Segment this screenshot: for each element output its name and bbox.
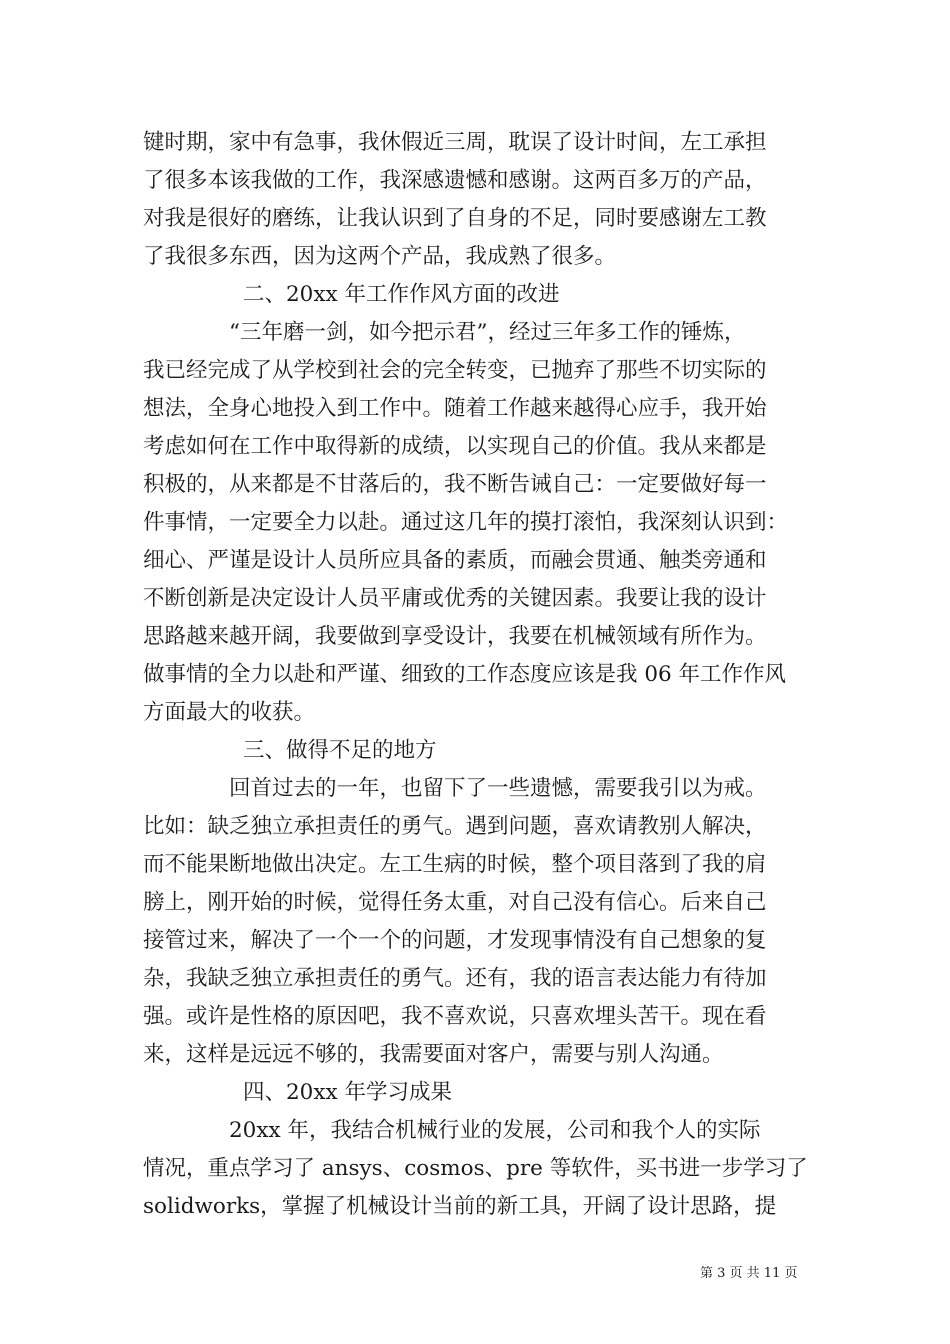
- text-line: 细心、严谨是设计人员所应具备的素质，而融会贯通、触类旁通和: [143, 548, 767, 573]
- document-body: [143, 124, 823, 1226]
- text-line: 20xx 年，我结合机械行业的发展，公司和我个人的实际: [229, 1118, 761, 1143]
- text-line: solidworks，掌握了机械设计当前的新工具，开阔了设计思路，提: [143, 1194, 777, 1219]
- text-line: 件事情，一定要全力以赴。通过这几年的摸打滚怕，我深刻认识到：: [143, 510, 789, 535]
- text-line: 想法，全身心地投入到工作中。随着工作越来越得心应手，我开始: [143, 396, 767, 421]
- text-line: 方面最大的收获。: [143, 700, 316, 725]
- text-line: 接管过来，解决了一个一个的问题，才发现事情没有自己想象的复: [143, 928, 767, 953]
- section-heading: 三、做得不足的地方: [243, 738, 437, 763]
- section-heading: 四、20xx 年学习成果: [243, 1080, 452, 1105]
- paragraph: [143, 314, 823, 732]
- text-line: 思路越来越开阔，我要做到享受设计，我要在机械领域有所作为。: [143, 624, 767, 649]
- text-line: 做事情的全力以赴和严谨、细致的工作态度应该是我 06 年工作作风: [143, 662, 787, 687]
- text-line: 杂，我缺乏独立承担责任的勇气。还有，我的语言表达能力有待加: [143, 966, 767, 991]
- text-line: 键时期，家中有急事，我休假近三周，耽误了设计时间，左工承担: [143, 130, 767, 155]
- text-line: 来，这样是远远不够的，我需要面对客户，需要与别人沟通。: [143, 1042, 724, 1067]
- text-line: 回首过去的一年，也留下了一些遗憾，需要我引以为戒。: [229, 776, 767, 801]
- text-line: 比如：缺乏独立承担责任的勇气。遇到问题，喜欢请教别人解决，: [143, 814, 767, 839]
- section-heading: 二、20xx 年工作作风方面的改进: [243, 282, 560, 307]
- page-number-footer: 第 3 页 共 11 页: [700, 1266, 798, 1281]
- text-line: 不断创新是决定设计人员平庸或优秀的关键因素。我要让我的设计: [143, 586, 767, 611]
- paragraph: [143, 1112, 823, 1226]
- paragraph: [143, 770, 823, 1074]
- text-line: 对我是很好的磨练，让我认识到了自身的不足，同时要感谢左工教: [143, 206, 767, 231]
- text-line: “三年磨一剑，如今把示君”，经过三年多工作的锤炼，: [229, 320, 746, 345]
- text-line: 积极的，从来都是不甘落后的，我不断告诫自己：一定要做好每一: [143, 472, 767, 497]
- text-line: 我已经完成了从学校到社会的完全转变，已抛弃了那些不切实际的: [143, 358, 767, 383]
- text-line: 膀上，刚开始的时候，觉得任务太重，对自己没有信心。后来自己: [143, 890, 767, 915]
- text-line: 了很多本该我做的工作，我深感遗憾和感谢。这两百多万的产品，: [143, 168, 767, 193]
- text-line: 考虑如何在工作中取得新的成绩，以实现自己的价值。我从来都是: [143, 434, 767, 459]
- paragraph: [143, 124, 823, 276]
- text-line: 而不能果断地做出决定。左工生病的时候，整个项目落到了我的肩: [143, 852, 767, 877]
- text-line: 强。或许是性格的原因吧，我不喜欢说，只喜欢埋头苦干。现在看: [143, 1004, 767, 1029]
- text-line: 情况，重点学习了 ansys、cosmos、pre 等软件，买书进一步学习了: [143, 1156, 808, 1181]
- text-line: 了我很多东西，因为这两个产品，我成熟了很多。: [143, 244, 617, 269]
